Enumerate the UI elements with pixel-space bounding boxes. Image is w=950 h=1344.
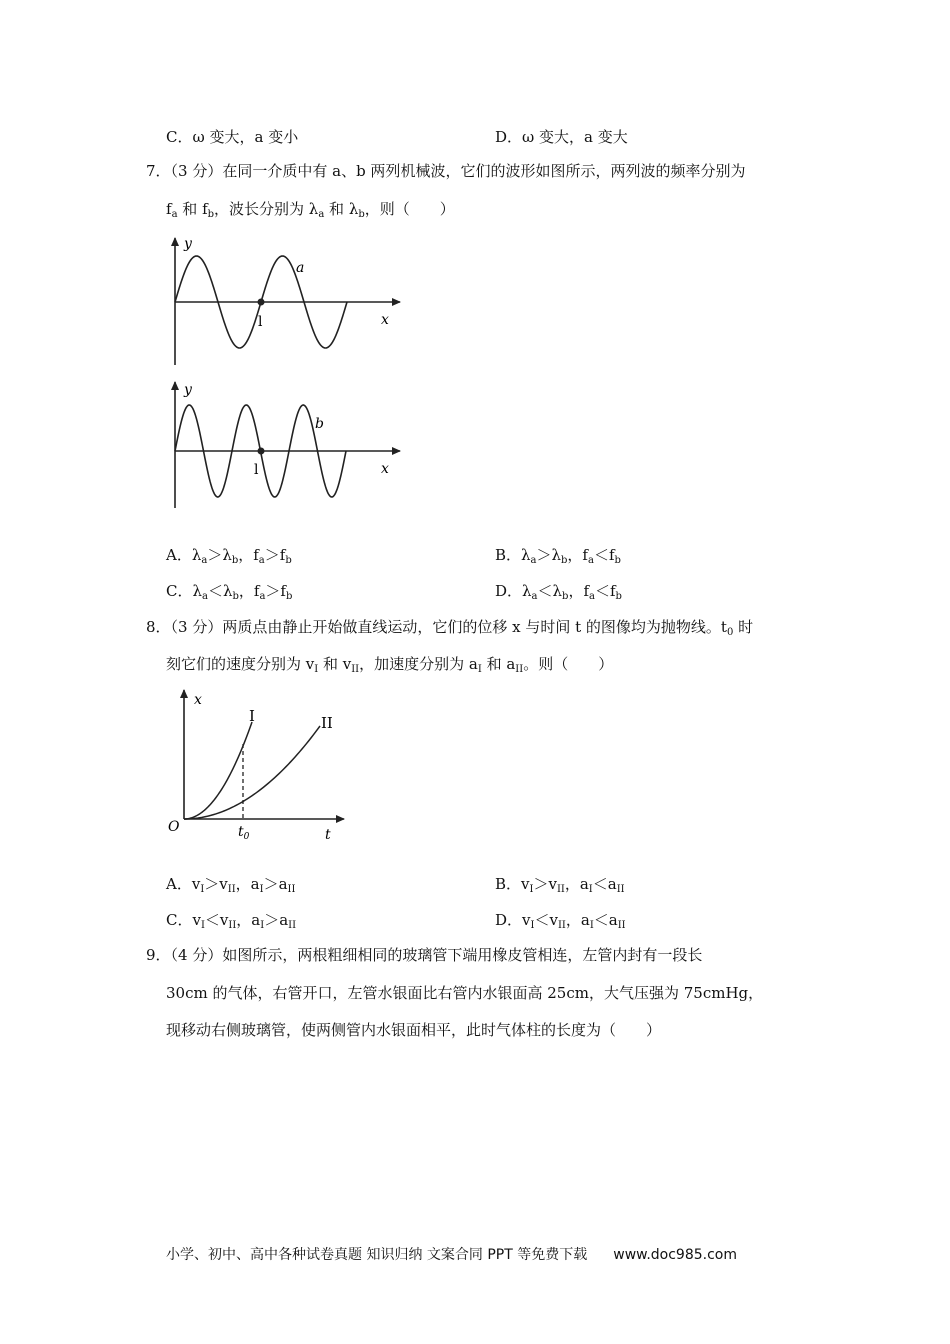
wave-figure-b (160, 378, 410, 518)
curve-2 (184, 726, 320, 819)
footer-text: 小学、初中、高中各种试卷真题 知识归纳 文案合同 PPT 等免费下载 (166, 1247, 588, 1263)
q6-option-c: C．ω 变大，a 变小 (166, 128, 299, 146)
page-footer (166, 1245, 737, 1265)
x-axis-label: x (194, 692, 202, 708)
wave-label-b: b (315, 416, 324, 432)
q7-stem-line1: 7．（3 分）在同一介质中有 a、b 两列机械波，它们的波形如图所示，两列波的频率分别为 (146, 162, 746, 180)
q8-option-a: A．$v_I>v_{II}$，$a_I>a_{II}$ (166, 875, 296, 895)
q7-option-a: A．$\lambda_a>\lambda_b$，$f_a>f_b$ (166, 546, 292, 566)
q7-option-d: D．$\lambda_a<\lambda_b$，$f_a<f_b$ (495, 582, 622, 602)
q8-option-c: C．$v_I<v_{II}$，$a_I>a_{II}$ (166, 911, 297, 931)
curve-1 (184, 722, 252, 819)
wave-figure-a (160, 228, 410, 368)
q9-stem-line2: 30cm 的气体，右管开口，左管水银面比右管内水银面高 25cm，大气压强为 75cmHg， (166, 984, 764, 1002)
xt-figure (160, 684, 360, 844)
t0-label: $t_0$ (238, 824, 250, 842)
q9-stem-line3: 现移动右侧玻璃管，使两侧管内水银面相平，此时气体柱的长度为（ ） (166, 1021, 662, 1039)
q7-stem-line2: $f_a$ 和 $f_b$，波长分别为 $\lambda_a$ 和 $\lambda_b$，则（ ） (166, 200, 455, 220)
q8-stem-line1: 8．（3 分）两质点由静止开始做直线运动，它们的位移 x 与时间 t 的图像均为抛物线。$t_0$ 时 (146, 618, 754, 638)
tick-label: l (254, 462, 259, 478)
wave-label-a: a (296, 260, 305, 276)
point-marker (258, 448, 265, 455)
curve-2-label: II (321, 714, 333, 732)
origin-label: O (168, 819, 180, 835)
q9-stem-line1: 9．（4 分）如图所示，两根粗细相同的玻璃管下端用橡皮管相连，左管内封有一段长 (146, 946, 703, 964)
tick-label: l (258, 314, 263, 330)
q6-option-d: D．ω 变大，a 变大 (495, 128, 628, 146)
q7-option-c: C．$\lambda_a<\lambda_b$，$f_a>f_b$ (166, 582, 293, 602)
curve-1-label: I (249, 707, 255, 725)
q8-stem-line2: 刻它们的速度分别为 $v_I$ 和 $v_{II}$，加速度分别为 $a_I$ 和 $a_{II}$。则（ ） (166, 655, 614, 675)
x-axis-label: x (381, 461, 389, 477)
q8-option-b: B．$v_I>v_{II}$，$a_I<a_{II}$ (495, 875, 625, 895)
x-axis-label: x (381, 312, 389, 328)
t-axis-label: t (325, 827, 331, 843)
y-axis-label: y (184, 382, 192, 398)
q7-option-b: B．$\lambda_a>\lambda_b$，$f_a<f_b$ (495, 546, 621, 566)
q8-option-d: D．$v_I<v_{II}$，$a_I<a_{II}$ (495, 911, 626, 931)
point-marker (258, 299, 265, 306)
footer-url[interactable]: www.doc985.com (613, 1247, 737, 1263)
y-axis-label: y (184, 236, 192, 252)
